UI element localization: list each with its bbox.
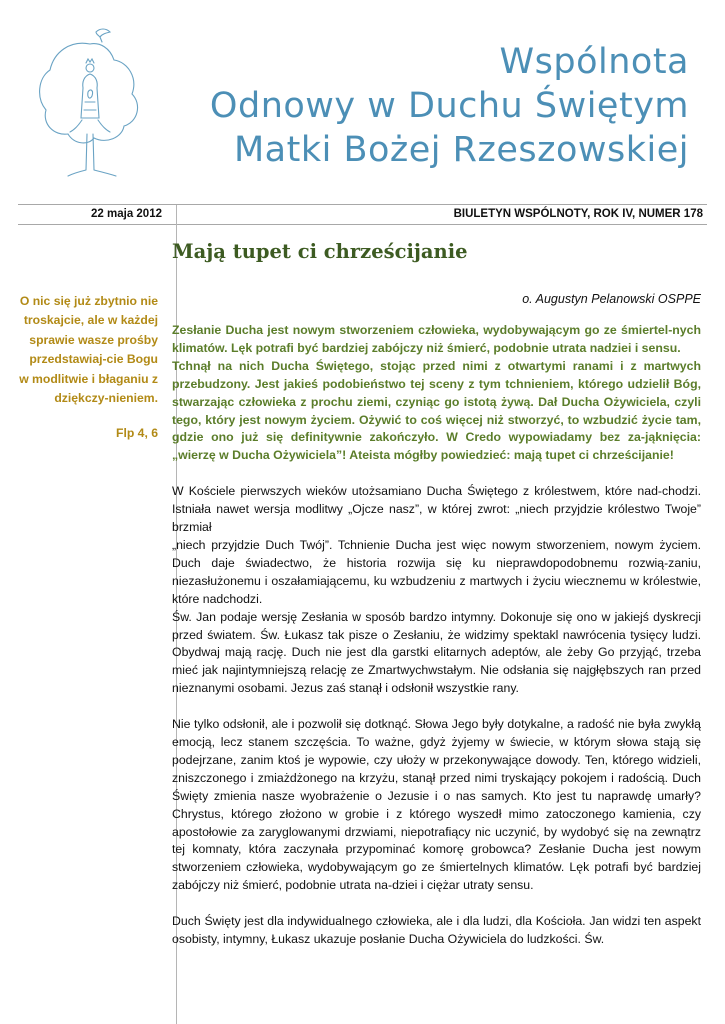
article-author: o. Augustyn Pelanowski OSPPE bbox=[522, 292, 701, 306]
issue-info-bar bbox=[18, 204, 707, 225]
title-line-1: Wspólnota bbox=[499, 42, 689, 82]
lead-paragraph: Zesłanie Ducha jest nowym stworzeniem człowieka, wydobywającym go ze śmiertel-nych klimatów. Lęk potrafi być bardziej zabójczy niż śmierć, podobnie utrata nadziei i sensu. bbox=[172, 323, 701, 355]
body-paragraph: Nie tylko odsłonił, ale i pozwolił się dotknąć. Słowa Jego były dotykalne, a radość nie była zwykłą emocją, lecz stanem szczęścia. To ważne, gdyż żyjemy w świecie, w którym słowa stają się podejrzane, zanim ktoś je wypowie, czy ułoży w przekonywające dowody. Ten, którego widzieli, zniszczonego i zmiażdżonego na krzyżu, stanął przed nimi tryskający pokojem i radością. Duch Święty zmienia nasze wyobrażenie o Jezusie i o nas samych. Kto jest tu naprawdę umarły? Chrystus, którego złożono w grobie i z którego wyszedł mimo zatoczonego kamienia, czy apostołowie za zaryglowanymi drzwiami, niepotrafiący nic uczynić, by wydobyć się na zewnątrz tej komnaty, która zaczynała przypominać komorę grobowca? Zesłanie Ducha jest nowym stworzeniem człowieka, wydobywającym go ze śmiertelnych klimatów. Lęk potrafi być bardziej zabójczy niż śmierć, podobnie utrata na-dziei i ciężar utraty sensu. bbox=[172, 717, 701, 893]
body-paragraph: W Kościele pierwszych wieków utożsamiano Ducha Świętego z królestwem, które nad-chodzi. Istniała nawet wersja modlitwy „Ojcze nasz”, w której zwrot: „niech przyjdzie królestwo Twoje” brzmiał bbox=[172, 484, 701, 535]
article-body bbox=[172, 322, 701, 949]
article-title: Mają tupet ci chrześcijanie bbox=[172, 240, 468, 263]
title-line-3: Matki Bożej Rzeszowskiej bbox=[233, 130, 689, 170]
title-line-2: Odnowy w Duchu Świętym bbox=[209, 86, 689, 126]
issue-date: 22 maja 2012 bbox=[91, 208, 162, 220]
community-logo-tree-icon bbox=[30, 22, 150, 182]
newsletter-title bbox=[210, 40, 689, 172]
quote-text: O nic się już zbytnio nie troskajcie, ale w każdej sprawie wasze prośby przedstawiaj-cie Bogu w modlitwie i błaganiu z dziękczy-nieniem. bbox=[19, 294, 158, 406]
body-paragraph: Św. Jan podaje wersję Zesłania w sposób bardzo intymny. Dokonuje się ono w jakiejś dyskrecji przed światem. Św. Łukasz tak pisze o Zesłaniu, że widzimy spektakl nawrócenia tysięcy ludzi. Obydwaj mają rację. Duch nie jest dla garstki elitarnych adeptów, ale żeby Go przyjąć, trzeba mieć jak najintymniejszą relację ze Zmartwychwstałym. Nie odsłania się najgłębszych ran przed nieznanymi osobami. Jezus zaś stanął i odsłonił wszystkie rany. bbox=[172, 609, 701, 696]
lead-paragraph: Tchnął na nich Ducha Świętego, stojąc przed nimi z otwartymi ranami i z martwych przebudzony. Jest jakieś podobieństwo tej sceny z tym tchnieniem, którego udzielił Bóg, stwarzając człowieka z prochu ziemi, czyniąc go istotą żywą. Dał Ducha Ożywiciela, czyli tego, który jest nowym życiem. Ożywić to coś więcej niż stworzyć, to wzbudzić życie tam, gdzie ono już się definitywnie zakończyło. W Credo wypowiadamy bez za-jąknięcia: „wierzę w Ducha Ożywiciela”! Ateista mógłby powiedzieć: mają tupet ci chrześcijanie! bbox=[172, 358, 701, 463]
bulletin-number: BIULETYN WSPÓLNOTY, ROK IV, NUMER 178 bbox=[453, 208, 703, 220]
quote-reference: Flp 4, 6 bbox=[116, 426, 158, 441]
body-paragraph: Duch Święty jest dla indywidualnego człowieka, ale i dla ludzi, dla Kościoła. Jan widzi ten aspekt osobisty, intymny, Łukasz ukazuje posłanie Ducha Ożywiciela do ludzkości. Św. bbox=[172, 914, 701, 947]
body-paragraph: „niech przyjdzie Duch Twój”. Tchnienie Ducha jest więc nowym stworzeniem, nowym życiem. Duch daje świadectwo, że historia rozwija się ku nieprawdopodobnemu rozwią-zaniu, niezasłużonemu i oszałamiającemu, ku wzbudzeniu z martwych i życiu wiecznemu w królestwie, które nadchodzi. bbox=[172, 537, 701, 606]
sidebar-quote bbox=[18, 292, 158, 444]
